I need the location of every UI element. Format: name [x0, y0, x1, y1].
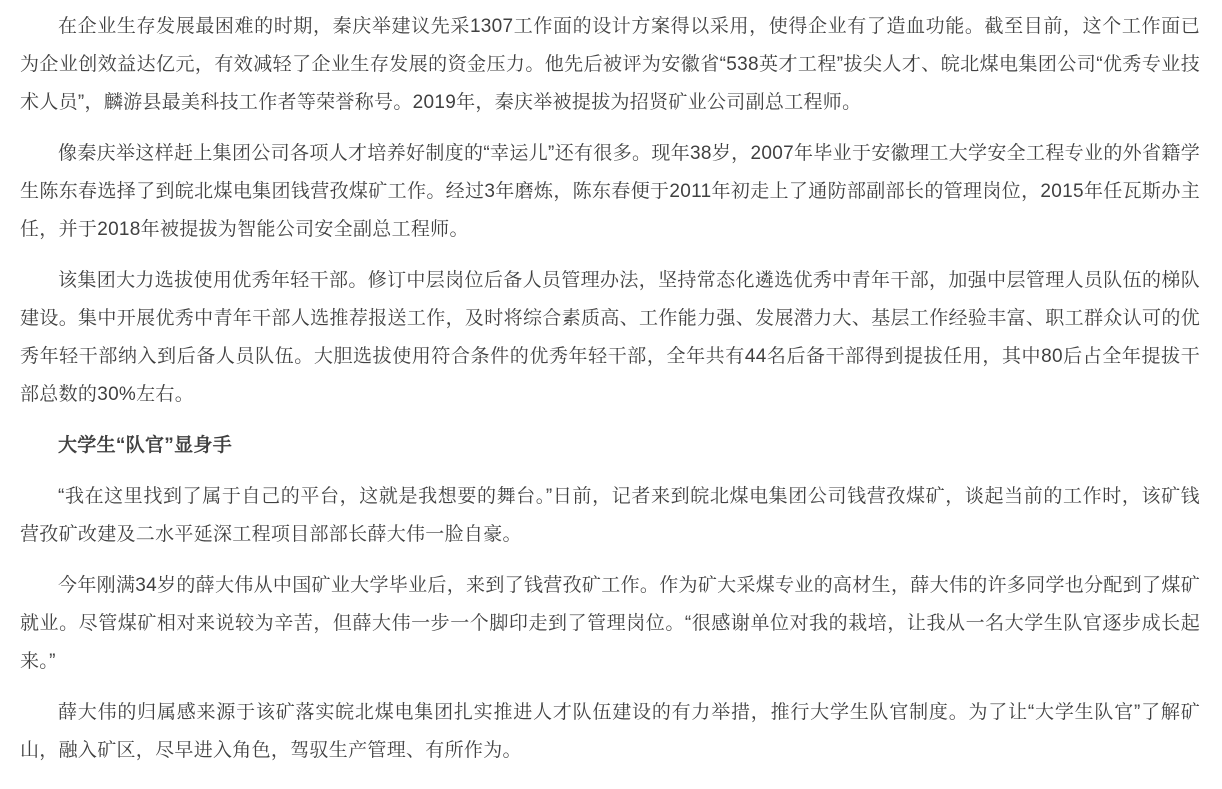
section-heading: 大学生“队官”显身手: [58, 435, 233, 456]
article-paragraph-1: 在企业生存发展最困难的时期，秦庆举建议先采1307工作面的设计方案得以采用，使得企业有了造血功能。截至目前，这个工作面已为企业创效益达亿元，有效减轻了企业生存发展的资金压力。他先后被评为安徽省“538英才工程”拔尖人才、皖北煤电集团公司“优秀专业技术人员”，麟游县最美科技工作者等荣誉称号。2019年，秦庆举被提拔为招贤矿业公司副总工程师。: [20, 16, 1200, 113]
article-paragraph-3: 该集团大力选拔使用优秀年轻干部。修订中层岗位后备人员管理办法，坚持常态化遴选优秀中青年干部，加强中层管理人员队伍的梯队建设。集中开展优秀中青年干部人选推荐报送工作，及时将综合素质高、工作能力强、发展潜力大、基层工作经验丰富、职工群众认可的优秀年轻干部纳入到后备人员队伍。大胆选拔使用符合条件的优秀年轻干部，全年共有44名后备干部得到提拔任用，其中80后占全年提拔干部总数的30%左右。: [20, 270, 1200, 405]
article-paragraph-4: “我在这里找到了属于自己的平台，这就是我想要的舞台。”日前，记者来到皖北煤电集团公司钱营孜煤矿，谈起当前的工作时，该矿钱营孜矿改建及二水平延深工程项目部部长薛大伟一脸自豪。: [20, 486, 1200, 545]
article-paragraph-5: 今年刚满34岁的薛大伟从中国矿业大学毕业后，来到了钱营孜矿工作。作为矿大采煤专业的高材生，薛大伟的许多同学也分配到了煤矿就业。尽管煤矿相对来说较为辛苦，但薛大伟一步一个脚印走到了管理岗位。“很感谢单位对我的栽培，让我从一名大学生队官逐步成长起来。”: [20, 575, 1200, 672]
article-paragraph-2: 像秦庆举这样赶上集团公司各项人才培养好制度的“幸运儿”还有很多。现年38岁，2007年毕业于安徽理工大学安全工程专业的外省籍学生陈东春选择了到皖北煤电集团钱营孜煤矿工作。经过3年磨炼，陈东春便于2011年初走上了通防部副部长的管理岗位，2015年任瓦斯办主任，并于2018年被提拔为智能公司安全副总工程师。: [20, 143, 1200, 240]
article-paragraph-6: 薛大伟的归属感来源于该矿落实皖北煤电集团扎实推进人才队伍建设的有力举措，推行大学生队官制度。为了让“大学生队官”了解矿山，融入矿区，尽早进入角色，驾驭生产管理、有所作为。: [20, 702, 1200, 761]
